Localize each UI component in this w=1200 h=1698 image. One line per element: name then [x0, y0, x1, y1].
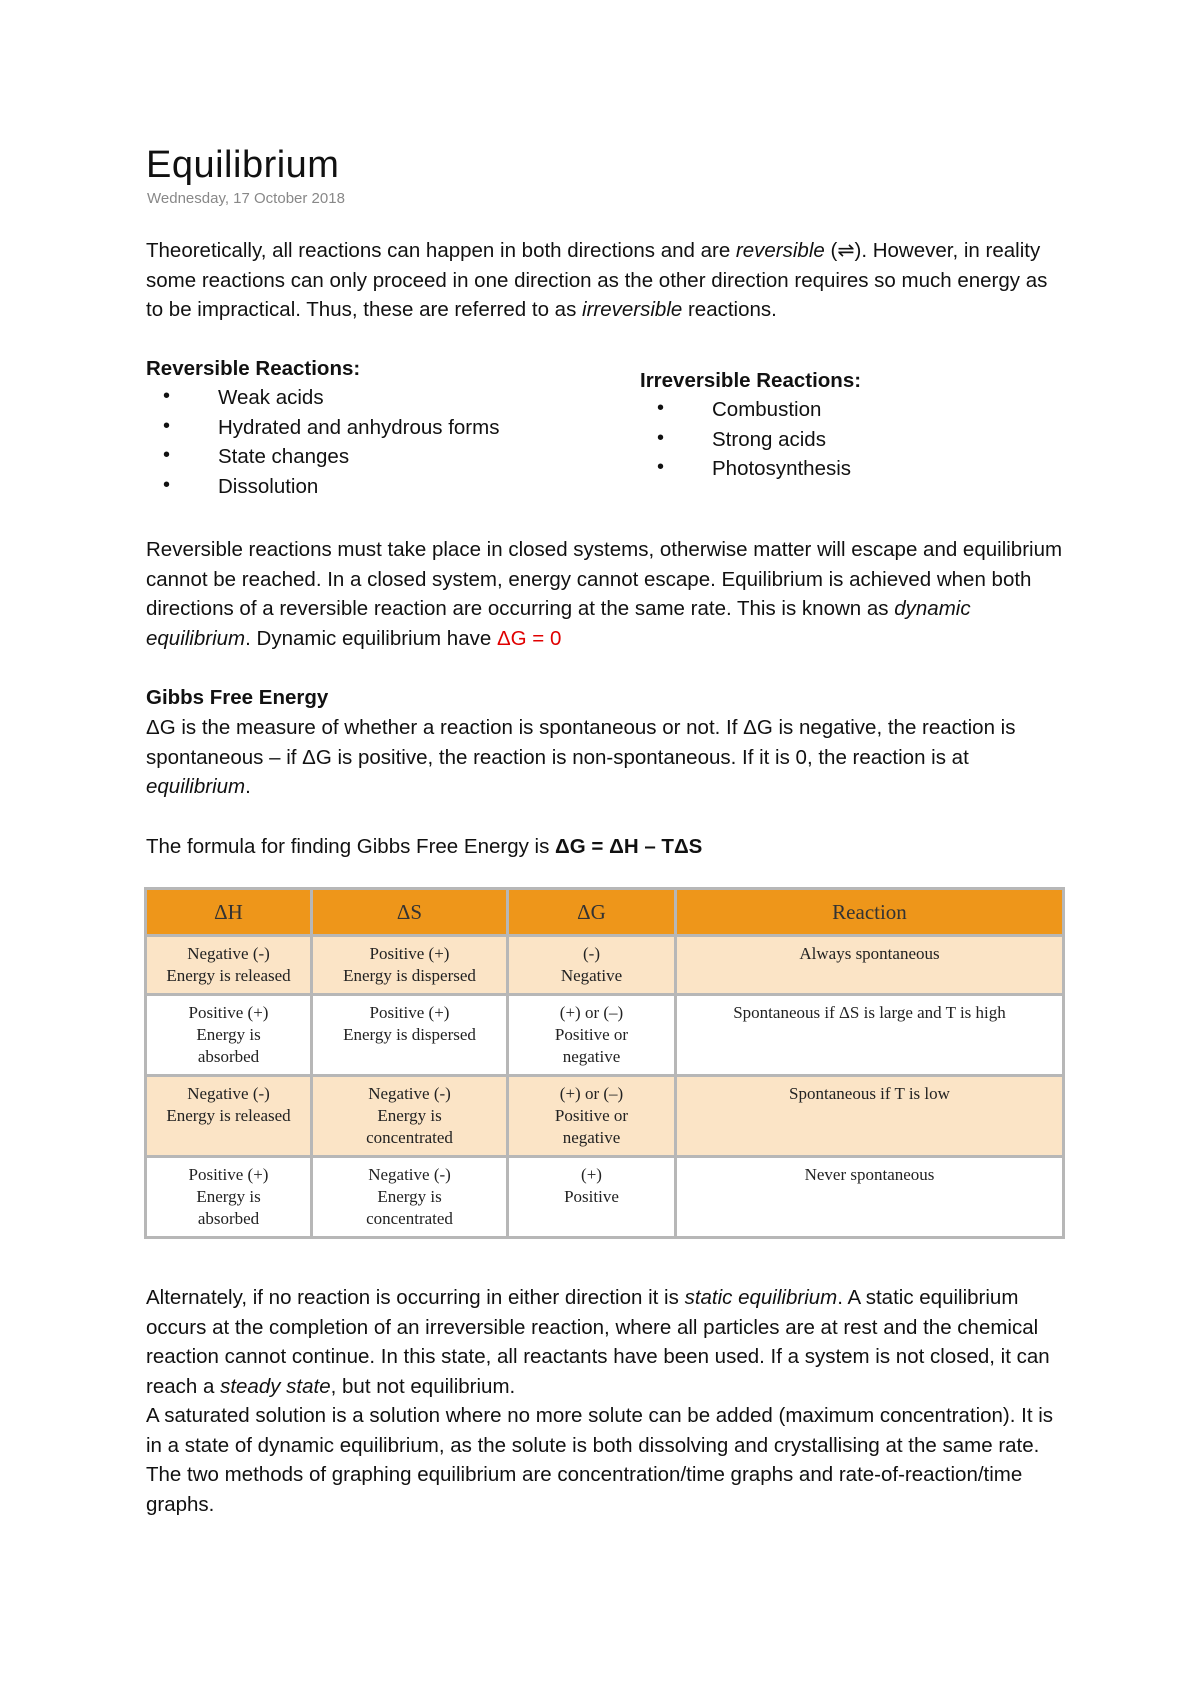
intro-text-3: reactions. — [682, 298, 777, 321]
cell-delta-g — [508, 995, 676, 1076]
intro-paragraph — [146, 236, 1066, 325]
cell-line: Positive (+) — [188, 1165, 269, 1184]
list-item: • Strong acids — [640, 425, 861, 455]
cell-line: negative — [562, 1047, 621, 1066]
cell-line: Positive (+) — [369, 944, 450, 963]
table-header-row — [146, 889, 1064, 936]
table-row — [146, 1076, 1064, 1157]
header-reaction: Reaction — [676, 889, 1064, 936]
cell-reaction: Spontaneous if T is low — [676, 1076, 1064, 1157]
cell-delta-s — [312, 995, 508, 1076]
gibbs-text-1: ΔG is the measure of whether a reaction is spontaneous or not. If ΔG is negative, the reaction is spontaneous – if ΔG is positive, the reaction is non-spontaneous. If it is 0, the reaction is at — [146, 716, 1016, 769]
cell-line: Negative (-) — [187, 1084, 270, 1103]
graphs-paragraph: The two methods of graphing equilibrium are concentration/time graphs and rate-of-reaction/time graphs. — [146, 1463, 1023, 1516]
page-title: Equilibrium — [146, 144, 340, 186]
delta-g-zero-highlight: ΔG = 0 — [496, 626, 562, 650]
cell-line: (+) or (–) — [559, 1084, 624, 1103]
cell-line: (-) — [583, 944, 600, 963]
table-row — [146, 936, 1064, 995]
list-item: • Weak acids — [146, 383, 499, 413]
cell-line: Negative (-) — [368, 1084, 451, 1103]
closed-text-2: . Dynamic equilibrium have — [245, 626, 497, 650]
cell-line: absorbed — [197, 1047, 260, 1066]
page-date: Wednesday, 17 October 2018 — [147, 190, 345, 207]
cell-line: concentrated — [366, 1209, 453, 1228]
reversible-heading: Reversible Reactions: — [146, 357, 361, 380]
static-text-1: Alternately, if no reaction is occurring in either direction it is — [146, 1286, 685, 1309]
cell-delta-s — [312, 1076, 508, 1157]
cell-line: Negative — [560, 966, 623, 985]
gibbs-heading: Gibbs Free Energy — [146, 686, 329, 709]
cell-reaction: Spontaneous if ΔS is large and T is high — [676, 995, 1064, 1076]
irreversible-heading: Irreversible Reactions: — [640, 369, 862, 392]
equilibrium-term: equilibrium — [146, 775, 246, 798]
saturated-paragraph: A saturated solution is a solution where no more solute can be added (maximum concentration). It is in a state of dynamic equilibrium, as the solute is both dissolving and crystallising at the same rate. — [146, 1404, 1054, 1457]
cell-line: Energy is — [377, 1106, 442, 1125]
cell-line: concentrated — [366, 1128, 453, 1147]
cell-line: Energy is — [196, 1187, 261, 1206]
cell-line: Energy is dispersed — [343, 966, 476, 985]
formula-paragraph — [146, 832, 1066, 862]
cell-delta-g — [508, 1157, 676, 1238]
cell-line: Positive (+) — [369, 1003, 450, 1022]
intro-text-1: Theoretically, all reactions can happen in both directions and are — [146, 239, 736, 262]
cell-delta-h — [146, 936, 312, 995]
intro-text-2: (⇌). However, in reality some reactions can only proceed in one direction as the other direction requires so much energy as to be impractical. Thus, these are referred to as — [146, 239, 1048, 321]
cell-line: Negative (-) — [187, 944, 270, 963]
cell-line: Negative (-) — [368, 1165, 451, 1184]
gibbs-formula: ΔG = ΔH – TΔS — [555, 835, 703, 858]
steady-state-term: steady state — [220, 1374, 331, 1398]
static-equilibrium-section — [146, 1283, 1066, 1519]
cell-line: Positive or — [554, 1106, 629, 1125]
list-item: • State changes — [146, 442, 499, 472]
cell-reaction: Never spontaneous — [676, 1157, 1064, 1238]
static-text-3: , but not equilibrium. — [330, 1374, 516, 1398]
cell-line: Energy is — [196, 1025, 261, 1044]
formula-text: The formula for finding Gibbs Free Energy is — [146, 835, 556, 858]
table-row — [146, 1157, 1064, 1238]
header-delta-g: ΔG — [508, 889, 676, 936]
cell-line: Positive or — [554, 1025, 629, 1044]
closed-text-1: Reversible reactions must take place in closed systems, otherwise matter will escape and equilibrium cannot be reached. In a closed system, energy cannot escape. Equilibrium is achieved when both directions of a reversible reaction are occurring at the same rate. This is known as — [146, 538, 1063, 620]
cell-line: absorbed — [197, 1209, 260, 1228]
cell-delta-s — [312, 1157, 508, 1238]
cell-line: Positive — [564, 1187, 619, 1206]
cell-line: Positive (+) — [188, 1003, 269, 1022]
list-item: • Photosynthesis — [640, 454, 861, 484]
cell-line: Energy is — [377, 1187, 442, 1206]
static-equilibrium-term: static equilibrium — [684, 1286, 838, 1309]
cell-line: Energy is released — [166, 966, 291, 985]
header-delta-h: ΔH — [146, 889, 312, 936]
dynamic-equilibrium-term: dynamic equilibrium — [146, 597, 971, 650]
cell-delta-h — [146, 1076, 312, 1157]
list-item: • Dissolution — [146, 472, 499, 502]
reversible-reactions-list — [146, 355, 499, 501]
static-text-2: . A static equilibrium occurs at the completion of an irreversible reaction, where all particles are at rest and the chemical reaction cannot continue. In this state, all reactants have been used. If a system is not closed, it can reach a — [146, 1286, 1050, 1398]
list-item: • Combustion — [640, 395, 861, 425]
gibbs-paragraph — [146, 713, 1066, 802]
cell-reaction: Always spontaneous — [676, 936, 1064, 995]
list-item: • Hydrated and anhydrous forms — [146, 413, 499, 443]
table-row — [146, 995, 1064, 1076]
irreversible-reactions-list — [640, 367, 861, 484]
intro-reversible-term: reversible — [735, 239, 825, 262]
intro-irreversible-term: irreversible — [582, 298, 683, 321]
cell-delta-s — [312, 936, 508, 995]
cell-delta-g — [508, 936, 676, 995]
cell-line: negative — [562, 1128, 621, 1147]
static-paragraph — [146, 1283, 1066, 1401]
header-delta-s: ΔS — [312, 889, 508, 936]
cell-delta-h — [146, 1157, 312, 1238]
gibbs-text-2: . — [245, 775, 251, 798]
cell-delta-h — [146, 995, 312, 1076]
cell-line: (+) — [581, 1165, 602, 1184]
cell-line: Energy is released — [166, 1106, 291, 1125]
closed-systems-paragraph — [146, 535, 1066, 653]
gibbs-table — [144, 887, 1065, 1239]
cell-line: Energy is dispersed — [343, 1025, 476, 1044]
cell-line: (+) or (–) — [559, 1003, 624, 1022]
cell-delta-g — [508, 1076, 676, 1157]
